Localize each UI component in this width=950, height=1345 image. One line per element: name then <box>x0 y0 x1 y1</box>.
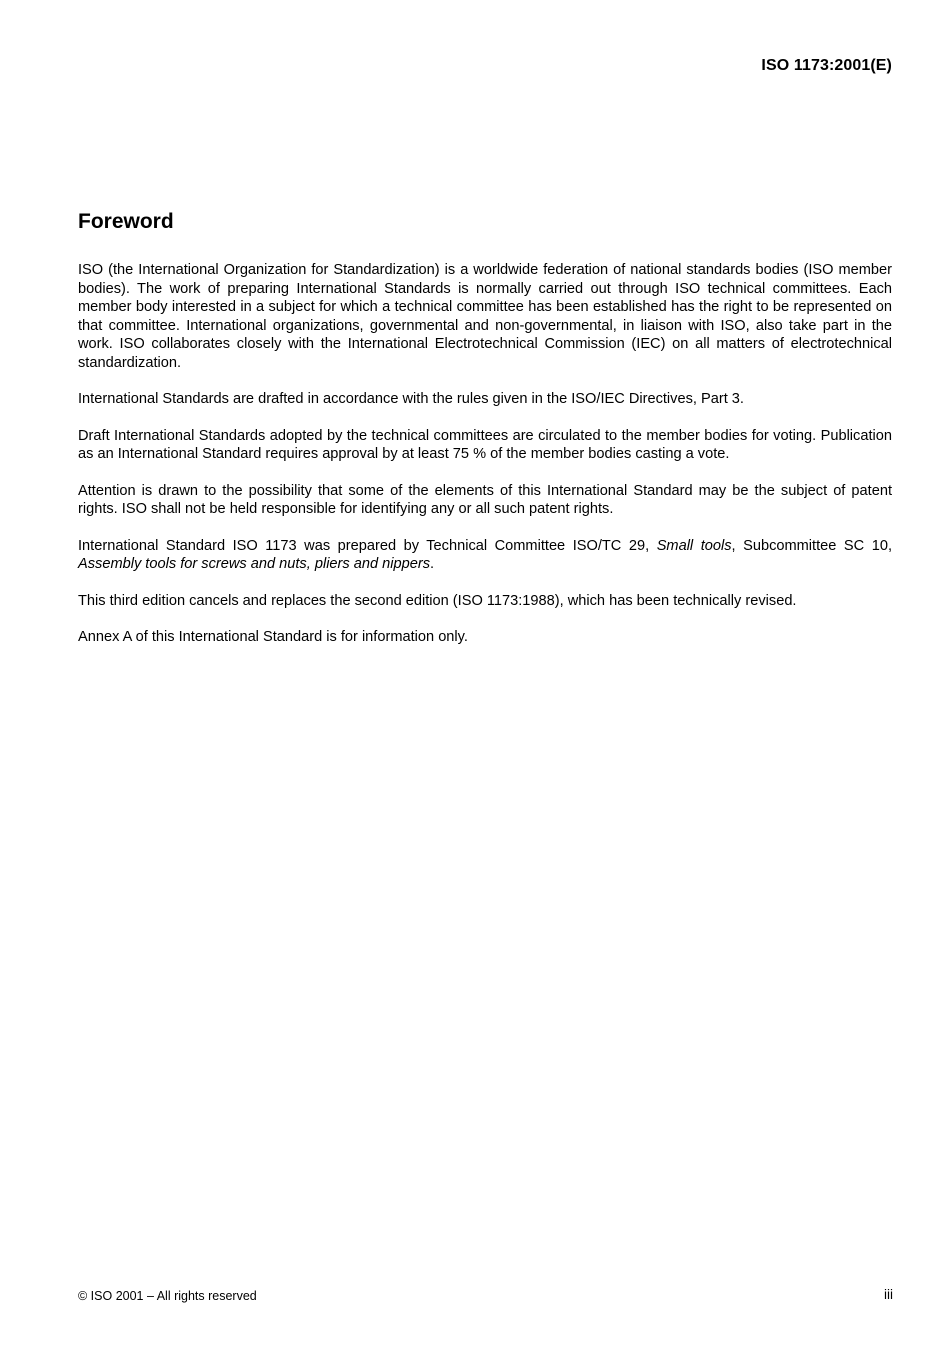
foreword-body <box>78 261 892 665</box>
paragraph-patent-rights: Attention is drawn to the possibility that some of the elements of this International Standard may be the subject of patent rights. ISO shall not be held responsible for identifying any or all such patent rights. <box>78 482 892 517</box>
page-number: iii <box>884 1287 893 1302</box>
subcommittee-title: Assembly tools for screws and nuts, pliers and nippers <box>78 556 431 572</box>
paragraph-iso-overview: ISO (the International Organization for Standardization) is a worldwide federation of national standards bodies (ISO member bodies). The work of preparing International Standards is normally carried out through ISO technical committees. Each member body interested in a subject for which a technical committee has been established has the right to be represented on that committee. International organizations, governmental and non-governmental, in liaison with ISO, also take part in the work. ISO collaborates closely with the International Electrotechnical Commission (IEC) on all matters of electrotechnical standardization. <box>78 262 892 371</box>
preparation-text-1: International Standard ISO 1173 was prepared by Technical Committee ISO/TC 29, <box>78 537 657 554</box>
page-title: Foreword <box>78 210 174 233</box>
paragraph-directives: International Standards are drafted in accordance with the rules given in the ISO/IEC Directives, Part 3. <box>78 391 744 407</box>
paragraph-edition: This third edition cancels and replaces the second edition (ISO 1173:1988), which has been technically revised. <box>78 592 797 609</box>
paragraph-voting: Draft International Standards adopted by the technical committees are circulated to the member bodies for voting. Publication as an International Standard requires approval by at least 75 % of the member bodies casting a vote. <box>78 427 892 462</box>
document-code: ISO 1173:2001(E) <box>761 57 892 74</box>
paragraph-annex: Annex A of this International Standard is for information only. <box>78 629 468 645</box>
preparation-text-2: , Subcommittee SC 10, <box>731 537 892 554</box>
paragraph-preparation <box>78 537 892 574</box>
committee-title: Small tools <box>656 537 732 554</box>
preparation-text-3: . <box>430 556 435 572</box>
copyright-notice: © ISO 2001 – All rights reserved <box>78 1289 257 1303</box>
